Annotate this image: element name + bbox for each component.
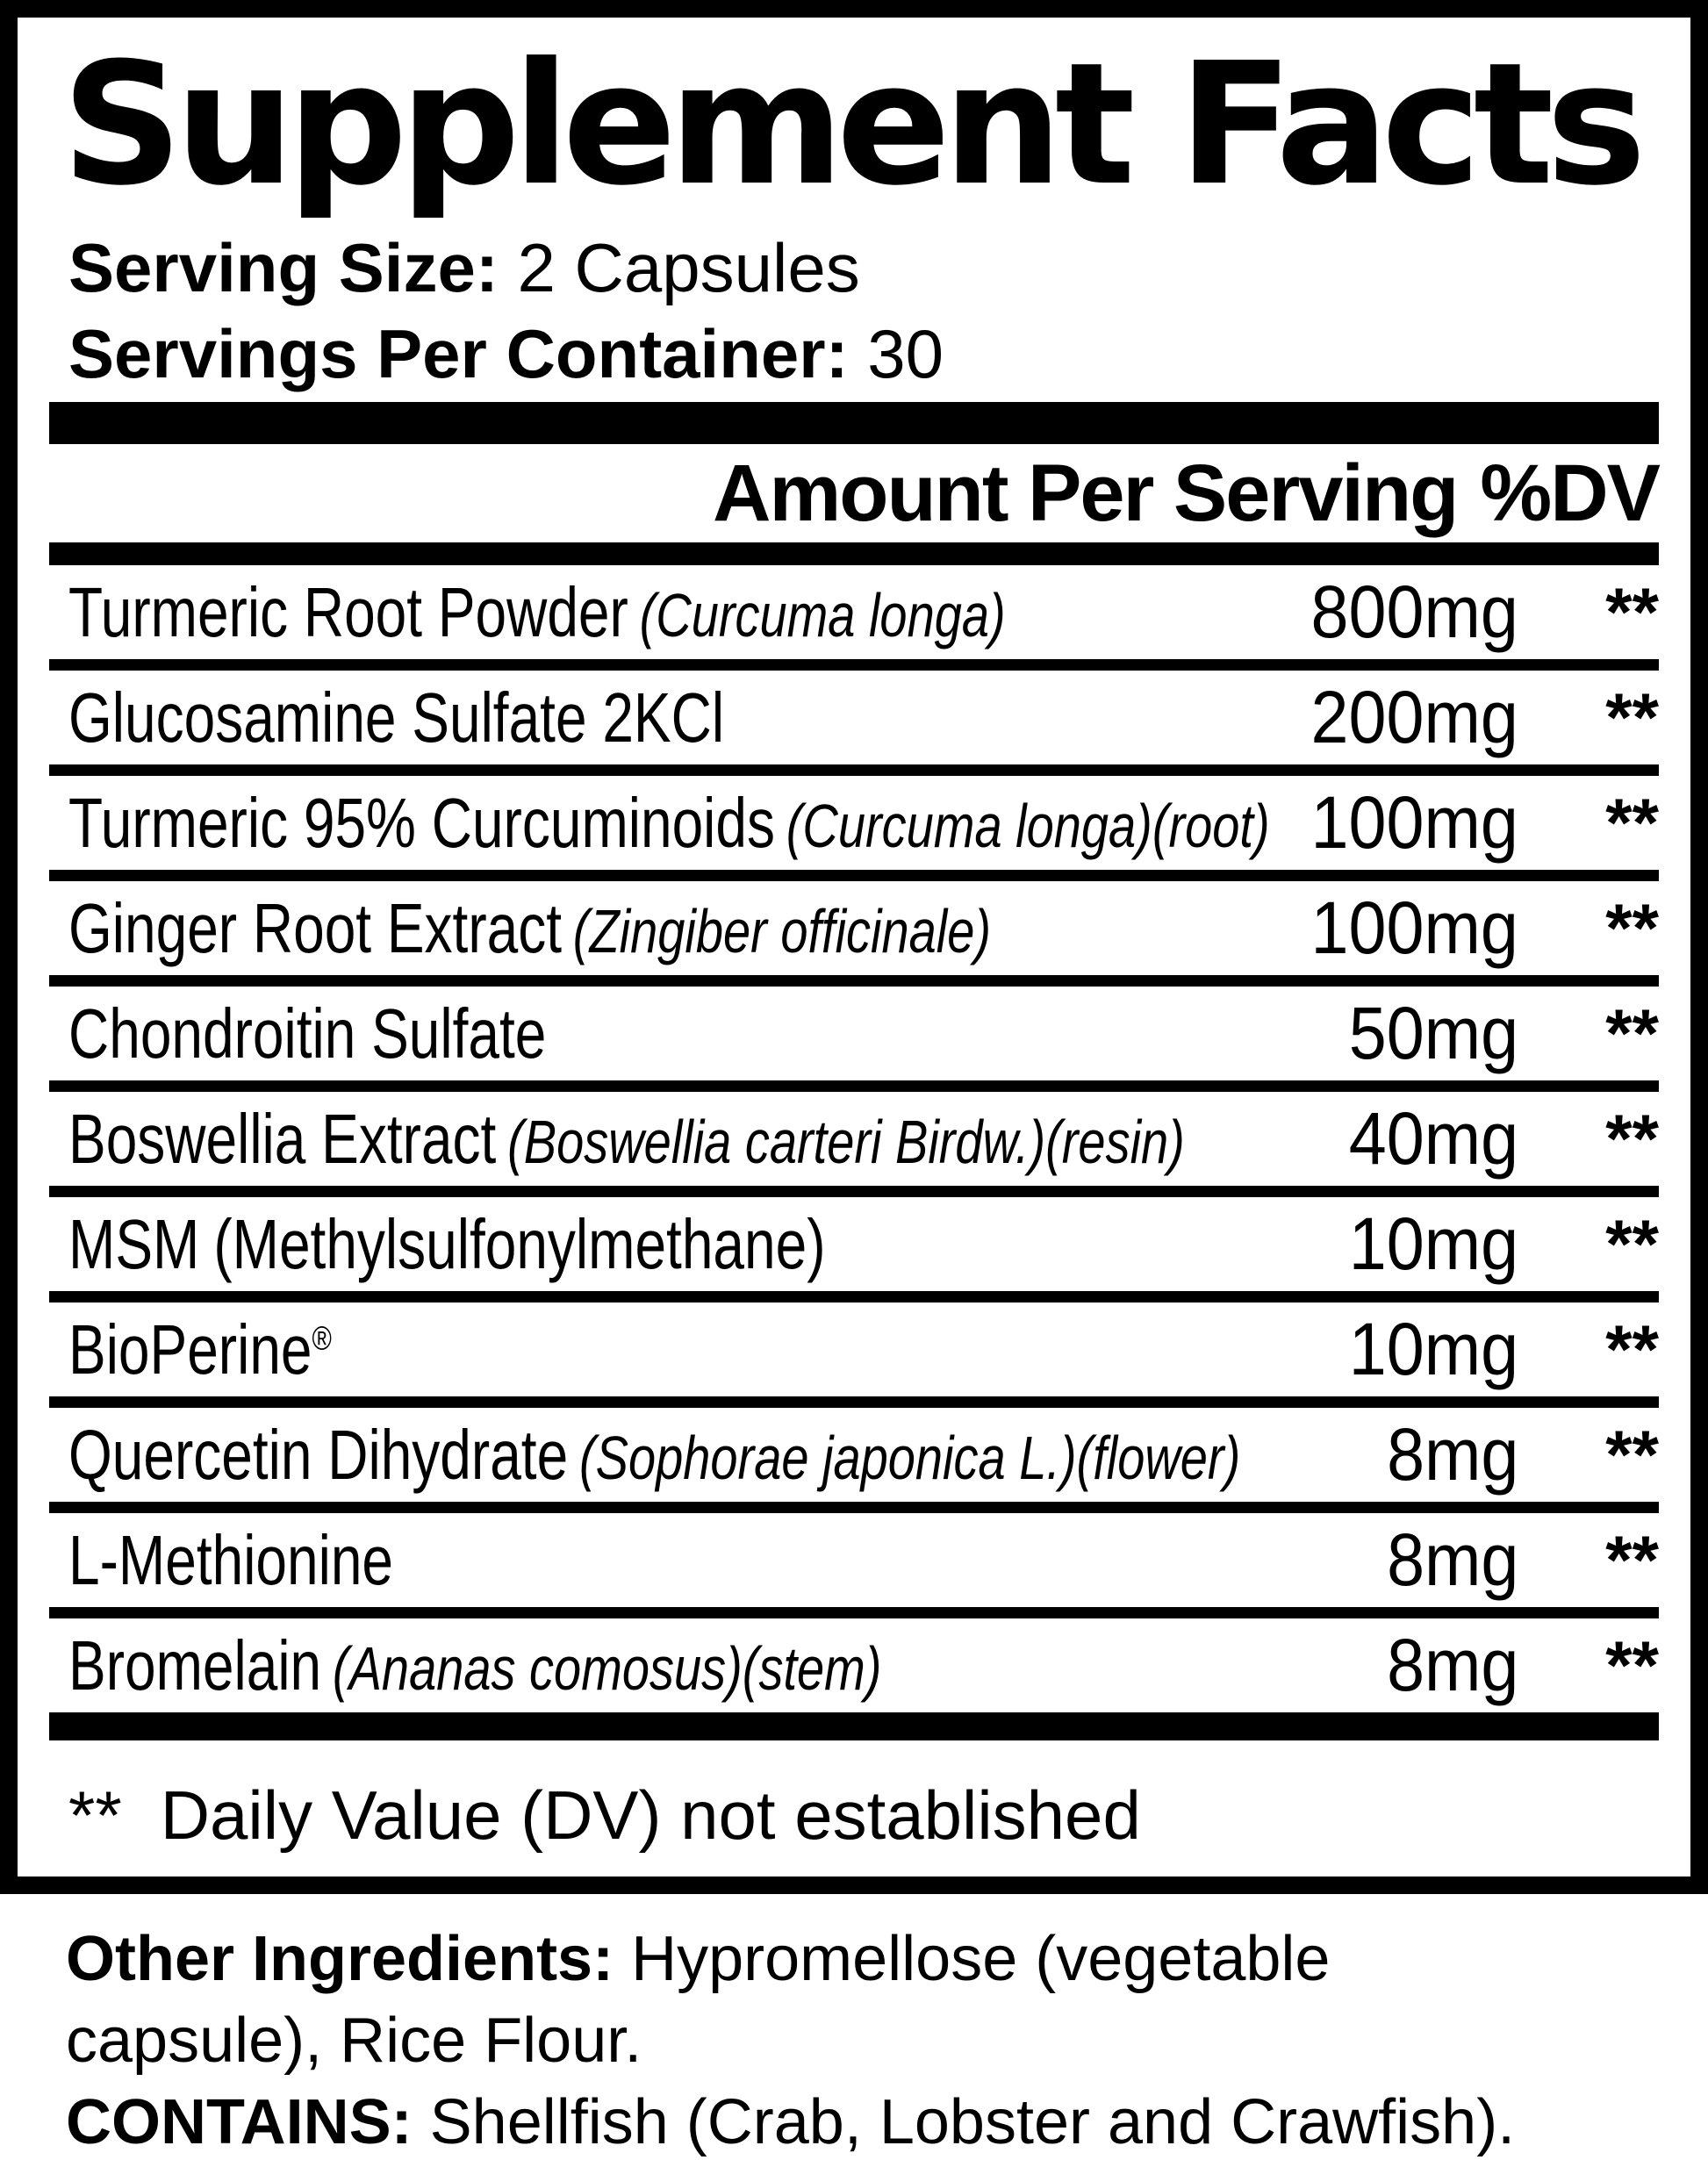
serving-info bbox=[68, 225, 1659, 397]
table-row bbox=[49, 987, 1659, 1092]
ingredient-latin-name: (Curcuma longa) bbox=[639, 580, 1006, 649]
ingredient-amount: 800mg bbox=[1310, 570, 1518, 653]
ingredient-latin-name: (Boswellia carteri Birdw.)(resin) bbox=[507, 1107, 1185, 1176]
contains-text: Shellfish (Crab, Lobster and Crawfish). bbox=[429, 2087, 1516, 2157]
other-ingredients-section bbox=[66, 1919, 1701, 2160]
ingredient-amount-cell bbox=[1255, 991, 1518, 1076]
ingredient-name: Glucosamine Sulfate 2KCl bbox=[68, 678, 725, 757]
ingredient-amount-cell bbox=[1255, 886, 1518, 971]
ingredient-dv: ** bbox=[1605, 889, 1659, 966]
ingredient-name: Quercetin Dihydrate bbox=[68, 1415, 569, 1494]
ingredient-name-cell bbox=[68, 783, 1270, 864]
registered-mark: ® bbox=[312, 1319, 332, 1357]
ingredient-name-cell bbox=[68, 1625, 1255, 1706]
ingredient-amount: 100mg bbox=[1310, 781, 1518, 864]
ingredient-amount: 200mg bbox=[1310, 676, 1518, 758]
ingredient-table bbox=[49, 565, 1659, 1712]
other-ingredients-line-1 bbox=[66, 1919, 1701, 2000]
footnote bbox=[68, 1776, 1659, 1855]
ingredient-amount-cell bbox=[1255, 1202, 1518, 1287]
ingredient-latin-name: (Zingiber officinale) bbox=[572, 896, 991, 965]
ingredient-dv: ** bbox=[1605, 994, 1659, 1072]
table-row bbox=[49, 1092, 1659, 1197]
column-header bbox=[49, 444, 1659, 542]
other-ingredients-label: Other Ingredients: bbox=[66, 1924, 614, 1994]
servings-per-container-value: 30 bbox=[867, 315, 944, 392]
ingredient-dv: ** bbox=[1605, 573, 1659, 650]
table-row bbox=[49, 776, 1659, 881]
ingredient-name: MSM bbox=[68, 1204, 200, 1283]
serving-size-label: Serving Size: bbox=[68, 229, 499, 306]
ingredient-name-cell bbox=[68, 572, 1255, 653]
ingredient-dv: ** bbox=[1605, 1626, 1659, 1704]
ingredient-name-cell bbox=[68, 888, 1255, 969]
contains-line bbox=[66, 2082, 1701, 2160]
table-row bbox=[49, 671, 1659, 776]
amount-per-serving-header: Amount Per Serving bbox=[713, 449, 1458, 538]
dv-header: %DV bbox=[1480, 449, 1659, 538]
ingredient-name-cell bbox=[68, 994, 1255, 1074]
table-row bbox=[49, 1197, 1659, 1302]
ingredient-latin-name: (Sophorae japonica L.)(flower) bbox=[578, 1423, 1241, 1492]
ingredient-amount-cell bbox=[1255, 1096, 1518, 1181]
ingredient-amount: 50mg bbox=[1348, 992, 1518, 1074]
ingredient-name: BioPerine bbox=[68, 1310, 312, 1389]
ingredient-amount-cell bbox=[1255, 1623, 1518, 1708]
ingredient-name-cell bbox=[68, 678, 1255, 758]
ingredient-name: Turmeric Root Powder bbox=[68, 572, 628, 651]
ingredient-name: L-Methionine bbox=[68, 1520, 393, 1599]
ingredient-name-cell bbox=[68, 1520, 1255, 1601]
ingredient-name: Chondroitin Sulfate bbox=[68, 994, 547, 1073]
ingredient-dv: ** bbox=[1605, 1100, 1659, 1177]
ingredient-dv: ** bbox=[1605, 1521, 1659, 1598]
divider-medium bbox=[49, 542, 1659, 565]
ingredient-amount-cell bbox=[1255, 570, 1518, 655]
other-ingredients-line-2: capsule), Rice Flour. bbox=[66, 2006, 642, 2076]
table-row bbox=[49, 1618, 1659, 1712]
ingredient-amount: 8mg bbox=[1386, 1413, 1518, 1496]
ingredient-dv: ** bbox=[1605, 1205, 1659, 1282]
ingredient-dv: ** bbox=[1605, 784, 1659, 861]
ingredient-amount: 40mg bbox=[1348, 1097, 1518, 1180]
table-row bbox=[49, 565, 1659, 671]
ingredient-dv: ** bbox=[1605, 1416, 1659, 1493]
table-row bbox=[49, 881, 1659, 987]
ingredient-amount: 8mg bbox=[1386, 1624, 1518, 1706]
divider-thick-top bbox=[49, 402, 1659, 444]
servings-per-container-label: Servings Per Container: bbox=[68, 315, 849, 392]
ingredient-amount: 10mg bbox=[1348, 1202, 1518, 1285]
ingredient-chemical-name: (Methylsulfonylmethane) bbox=[213, 1204, 826, 1283]
contains-label: CONTAINS: bbox=[66, 2087, 413, 2157]
other-ingredients-text: Hypromellose (vegetable bbox=[631, 1924, 1331, 1994]
ingredient-name-cell bbox=[68, 1415, 1255, 1496]
ingredient-name-cell bbox=[68, 1099, 1255, 1180]
page-title: Supplement Facts bbox=[61, 27, 1639, 223]
table-row bbox=[49, 1302, 1659, 1408]
serving-size-line bbox=[68, 225, 1659, 311]
ingredient-name-cell bbox=[68, 1204, 1255, 1285]
ingredient-amount: 10mg bbox=[1348, 1308, 1518, 1390]
ingredient-latin-name: (Ananas comosus)(stem) bbox=[332, 1633, 882, 1703]
ingredient-amount-cell bbox=[1255, 1307, 1518, 1392]
ingredient-name: Turmeric 95% Curcuminoids bbox=[68, 783, 775, 862]
divider-footnote bbox=[49, 1712, 1659, 1740]
ingredient-name: Bromelain bbox=[68, 1625, 322, 1704]
ingredient-amount-cell bbox=[1255, 675, 1518, 760]
footnote-text: Daily Value (DV) not established bbox=[160, 1776, 1141, 1854]
ingredient-name: Boswellia Extract bbox=[68, 1099, 497, 1178]
table-row bbox=[49, 1408, 1659, 1513]
ingredient-amount: 8mg bbox=[1386, 1518, 1518, 1601]
ingredient-latin-name: (Curcuma longa)(root) bbox=[786, 791, 1270, 860]
ingredient-amount-cell bbox=[1255, 780, 1518, 865]
ingredient-amount-cell bbox=[1255, 1412, 1518, 1497]
serving-size-value: 2 Capsules bbox=[517, 229, 860, 306]
ingredient-dv: ** bbox=[1605, 1310, 1659, 1388]
ingredient-amount-cell bbox=[1255, 1518, 1518, 1603]
ingredient-name-cell bbox=[68, 1310, 1255, 1390]
ingredient-name: Ginger Root Extract bbox=[68, 888, 562, 967]
ingredient-amount: 100mg bbox=[1310, 886, 1518, 969]
ingredient-dv: ** bbox=[1605, 678, 1659, 756]
servings-per-container-line bbox=[68, 311, 1659, 397]
footnote-mark: ** bbox=[68, 1776, 122, 1854]
table-row bbox=[49, 1513, 1659, 1618]
